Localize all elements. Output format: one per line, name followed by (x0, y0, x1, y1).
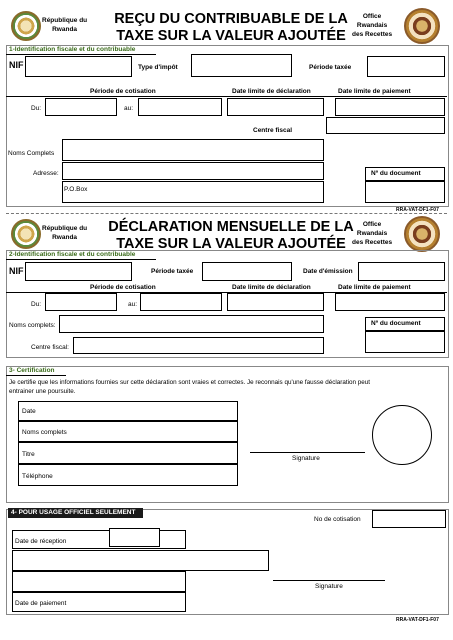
section2-underline (6, 259, 156, 260)
period-header: Période de cotisation (90, 284, 156, 291)
section1-heading: 1-Identification fiscale et du contribuable (9, 46, 136, 53)
declaration-title-line1: DÉCLARATION MENSUELLE DE LA (108, 219, 354, 235)
address-field[interactable] (62, 162, 324, 180)
tax-type-field[interactable] (191, 54, 292, 77)
au-field[interactable] (140, 293, 222, 311)
du-label: Du: (31, 301, 42, 308)
tax-type-label: Type d'impôt (138, 64, 178, 71)
header-rule (6, 96, 447, 97)
full-names-field[interactable] (59, 315, 324, 333)
pobox-label: P.O.Box (64, 186, 88, 193)
slip-no-field[interactable] (12, 571, 186, 592)
title-field[interactable] (18, 442, 238, 464)
republic-label: République du Rwanda (42, 225, 88, 241)
receipt-date-input[interactable] (109, 528, 160, 547)
phone-label: Téléphone (22, 473, 53, 480)
tax-period-field[interactable] (202, 262, 292, 281)
au-label: au: (128, 301, 138, 308)
names-label: Noms complets (22, 429, 67, 436)
decl-deadline-field[interactable] (227, 98, 324, 116)
decl-deadline-field[interactable] (227, 293, 324, 311)
rwanda-emblem-icon (11, 219, 41, 249)
doc-no-value-field[interactable] (365, 181, 445, 203)
receipt-title-line2: TAXE SUR LA VALEUR AJOUTÉE (116, 28, 346, 44)
section4-heading: 4- POUR USAGE OFFICIEL SEULEMENT (8, 508, 143, 518)
names-field[interactable] (18, 421, 238, 442)
nif-field[interactable] (25, 262, 132, 281)
tax-center-field[interactable] (73, 337, 324, 354)
decl-deadline-header: Date limite de déclaration (232, 284, 311, 291)
payment-date-field[interactable] (12, 592, 186, 612)
rra-logo-icon (404, 8, 440, 44)
signature-line[interactable] (250, 452, 365, 453)
du-field[interactable] (45, 293, 117, 311)
rra-label: Office Rwandais des Recettes (352, 13, 393, 38)
nif-label: NIF (9, 266, 24, 276)
cut-line (6, 213, 447, 214)
issue-date-field[interactable] (358, 262, 445, 281)
tax-period-label: Période taxée (151, 268, 194, 275)
issue-date-label: Date d'émission (303, 268, 353, 275)
full-names-label: Noms complets: (9, 322, 56, 329)
contribution-no-label: No de cotisation (314, 516, 361, 523)
contribution-no-field[interactable] (372, 510, 446, 528)
du-label: Du: (31, 105, 42, 112)
doc-no-field[interactable] (365, 167, 445, 181)
pay-deadline-header: Date limite de paiement (338, 88, 411, 95)
tax-center-label: Centre fiscal (253, 127, 293, 134)
du-field[interactable] (45, 98, 117, 116)
declaration-title-line2: TAXE SUR LA VALEUR AJOUTÉE (116, 236, 346, 252)
date-label: Date (22, 408, 36, 415)
full-names-field[interactable] (62, 139, 324, 161)
tax-center-field[interactable] (326, 117, 445, 134)
doc-no-label: Nº du document (371, 170, 421, 177)
doc-no-label: Nº du document (371, 320, 421, 327)
date-field[interactable] (18, 401, 238, 421)
title-label: Titre (22, 451, 35, 458)
certification-text-line2: entrainer une poursuite. (9, 388, 76, 395)
pobox-field[interactable] (62, 181, 324, 203)
section1-underline (6, 54, 156, 55)
doc-no-value-field[interactable] (365, 331, 445, 353)
republic-label: République du Rwanda (42, 17, 88, 33)
signature2-label: Signature (315, 583, 343, 590)
section2-heading: 2-Identification fiscale et du contribuable (9, 251, 136, 258)
pay-deadline-field[interactable] (335, 293, 445, 311)
doc-no-field[interactable] (365, 317, 445, 331)
signature2-line[interactable] (273, 580, 385, 581)
nif-label: NIF (9, 60, 24, 70)
agent-name-field[interactable] (12, 550, 269, 571)
rra-label: Office Rwandais des Recettes (352, 221, 393, 246)
au-label: au: (124, 105, 134, 112)
stamp-circle[interactable] (372, 405, 432, 465)
rwanda-emblem-icon (11, 11, 41, 41)
payment-date-label: Date de paiement (15, 600, 67, 607)
section3-underline (6, 375, 66, 376)
section3-heading: 3- Certification (9, 367, 55, 374)
nif-field[interactable] (25, 56, 132, 77)
signature-label: Signature (292, 455, 320, 462)
receipt-code: RRA-VAT-DF1-F07 (396, 207, 439, 213)
certification-text-line1: Je certifie que les informations fournies sur cette déclaration sont vraies et correctes. Je reconnais qu'une fausse déclaration peut (9, 379, 371, 386)
receipt-title-line1: REÇU DU CONTRIBUABLE DE LA (114, 11, 348, 27)
address-label: Adresse: (33, 170, 59, 177)
au-field[interactable] (138, 98, 222, 116)
full-names-label: Noms Complets (8, 150, 55, 157)
tax-center-label: Centre fiscal: (31, 344, 69, 351)
receipt-date-label: Date de réception (15, 538, 67, 545)
tax-period-field[interactable] (367, 56, 445, 77)
period-header: Période de cotisation (90, 88, 156, 95)
decl-deadline-header: Date limite de déclaration (232, 88, 311, 95)
pay-deadline-header: Date limite de paiement (338, 284, 411, 291)
pay-deadline-field[interactable] (335, 98, 445, 116)
declaration-code: RRA-VAT-DF1-F07 (396, 617, 439, 623)
rra-logo-icon (404, 216, 440, 252)
tax-period-label: Période taxée (309, 64, 352, 71)
phone-field[interactable] (18, 464, 238, 486)
